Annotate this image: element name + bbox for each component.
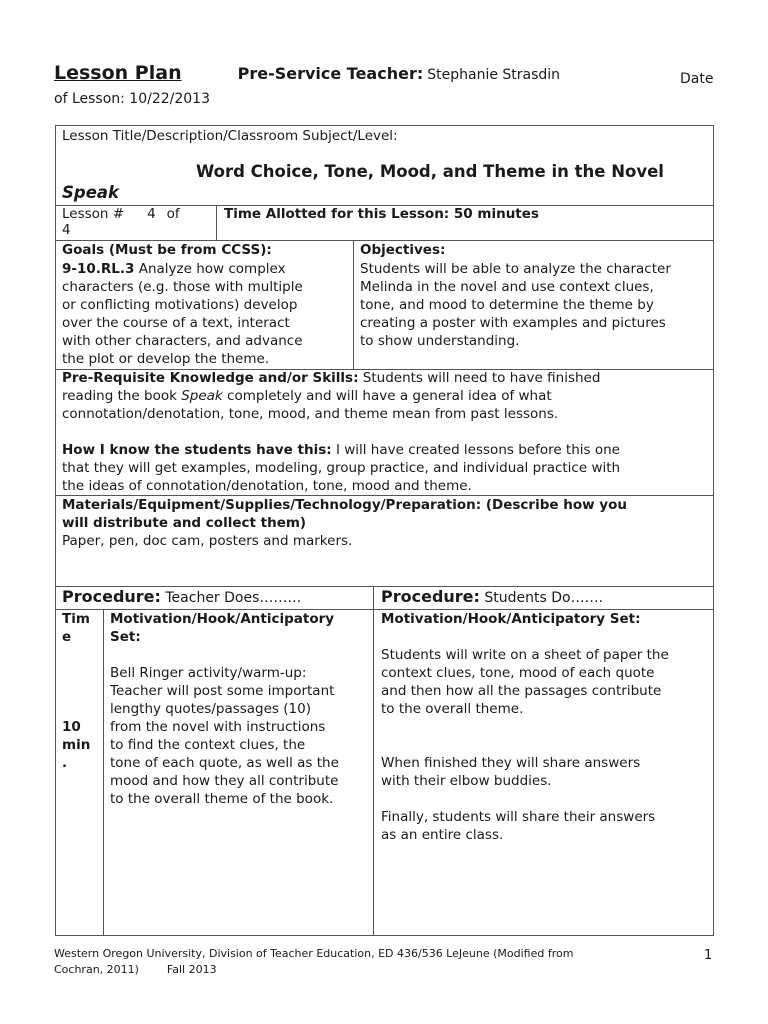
lesson-title-label: Lesson Title/Description/Classroom Subject/Level: (62, 128, 398, 144)
date-label: Date (680, 71, 714, 87)
procedure-teacher-header (62, 587, 301, 608)
student-heading: Motivation/Hook/Anticipatory Set: (381, 611, 641, 627)
student-line: and then how all the passages contribute (381, 683, 662, 699)
column-divider (216, 205, 217, 240)
goals-line: the plot or develop the theme. (62, 351, 270, 367)
how-know-line: the ideas of connotation/denotation, tone, mood and theme. (62, 478, 472, 494)
student-line: to the overall theme. (381, 701, 524, 717)
materials-label-2: will distribute and collect them) (62, 515, 307, 531)
duration-line2: min (62, 737, 91, 753)
objectives-line: creating a poster with examples and pictures (360, 315, 666, 331)
how-know-line: How I know the students have this: I will have created lessons before this one (62, 442, 620, 458)
student-line: context clues, tone, mood of each quote (381, 665, 655, 681)
materials-label: Materials/Equipment/Supplies/Technology/Preparation: (Describe how you (62, 497, 627, 513)
lesson-number-label: Lesson # (62, 206, 125, 222)
teacher-line: Bell Ringer activity/warm-up: (110, 665, 307, 681)
goals-label: Goals (Must be from CCSS): (62, 242, 272, 258)
objectives-line: to show understanding. (360, 333, 520, 349)
student-line: as an entire class. (381, 827, 504, 843)
teacher-line: tone of each quote, as well as the (110, 755, 339, 771)
goals-line: or conflicting motivations) develop (62, 297, 298, 313)
students-do-label: Students Do……. (479, 590, 604, 606)
student-line: Students will write on a sheet of paper the (381, 647, 669, 663)
document-header (54, 62, 724, 107)
page-number: 1 (704, 948, 713, 963)
how-know-line: that they will get examples, modeling, group practice, and individual practice with (62, 460, 621, 476)
teacher-line: to the overall theme of the book. (110, 791, 334, 807)
procedure-label: Procedure: (381, 587, 480, 606)
teacher-does-label: Teacher Does……… (160, 590, 302, 606)
student-line: Finally, students will share their answers (381, 809, 656, 825)
teacher-heading-line1: Motivation/Hook/Anticipatory (110, 611, 335, 627)
materials-text: Paper, pen, doc cam, posters and markers. (62, 533, 353, 549)
goals-code: 9-10.RL.3 (62, 261, 135, 277)
how-know-label: How I know the students have this: (62, 442, 332, 458)
duration-line1: 10 (62, 719, 81, 735)
prereq-label: Pre-Requisite Knowledge and/or Skills: (62, 370, 359, 386)
page-footer (54, 946, 573, 978)
teacher-heading-line2: Set: (110, 629, 141, 645)
lesson-plan-title: Lesson Plan (54, 62, 182, 84)
teacher-line: to find the context clues, the (110, 737, 306, 753)
column-divider (373, 586, 374, 936)
column-divider (103, 609, 104, 936)
goals-line: with other characters, and advance (62, 333, 303, 349)
teacher-line: from the novel with instructions (110, 719, 326, 735)
teacher-line: mood and how they all contribute (110, 773, 339, 789)
procedure-students-header (381, 587, 603, 608)
lesson-title-line2: Speak (62, 183, 119, 202)
column-divider (353, 240, 354, 369)
procedure-label: Procedure: (62, 587, 161, 606)
objectives-line: Students will be able to analyze the character (360, 261, 671, 277)
objectives-line: tone, and mood to determine the theme by (360, 297, 654, 313)
date-of-lesson: of Lesson: 10/22/2013 (54, 91, 210, 107)
footer-line2: Cochran, 2011) Fall 2013 (54, 963, 217, 976)
student-line: When finished they will share answers (381, 755, 641, 771)
goals-line: characters (e.g. those with multiple (62, 279, 303, 295)
lesson-total: 4 (62, 222, 71, 238)
teacher-line: Teacher will post some important (110, 683, 335, 699)
footer-line1: Western Oregon University, Division of Teacher Education, ED 436/536 LeJeune (Modified from (54, 947, 574, 960)
prereq-line: Pre-Requisite Knowledge and/or Skills: Students will need to have finished (62, 370, 601, 386)
goals-line: 9-10.RL.3 Analyze how complex (62, 261, 286, 277)
lesson-of: of (166, 206, 180, 222)
teacher-line: lengthy quotes/passages (10) (110, 701, 311, 717)
time-header-line1: Tim (62, 611, 90, 627)
goals-line: over the course of a text, interact (62, 315, 290, 331)
teacher-name: Stephanie Strasdin (427, 67, 561, 83)
lesson-number-value: 4 (147, 206, 156, 222)
objectives-label: Objectives: (360, 242, 446, 258)
lesson-number (62, 205, 180, 223)
duration-line3: . (62, 755, 68, 771)
book-title: Speak (181, 388, 223, 404)
student-line: with their elbow buddies. (381, 773, 552, 789)
prereq-line: connotation/denotation, tone, mood, and theme mean from past lessons. (62, 406, 559, 422)
pre-service-teacher-label: Pre-Service Teacher: (237, 64, 424, 83)
lesson-title-line1: Word Choice, Tone, Mood, and Theme in the Novel (196, 162, 664, 181)
time-header-line2: e (62, 629, 72, 645)
objectives-line: Melinda in the novel and use context clues, (360, 279, 654, 295)
prereq-line: reading the book Speak completely and will have a general idea of what (62, 388, 552, 404)
time-allotted: Time Allotted for this Lesson: 50 minutes (224, 206, 539, 222)
